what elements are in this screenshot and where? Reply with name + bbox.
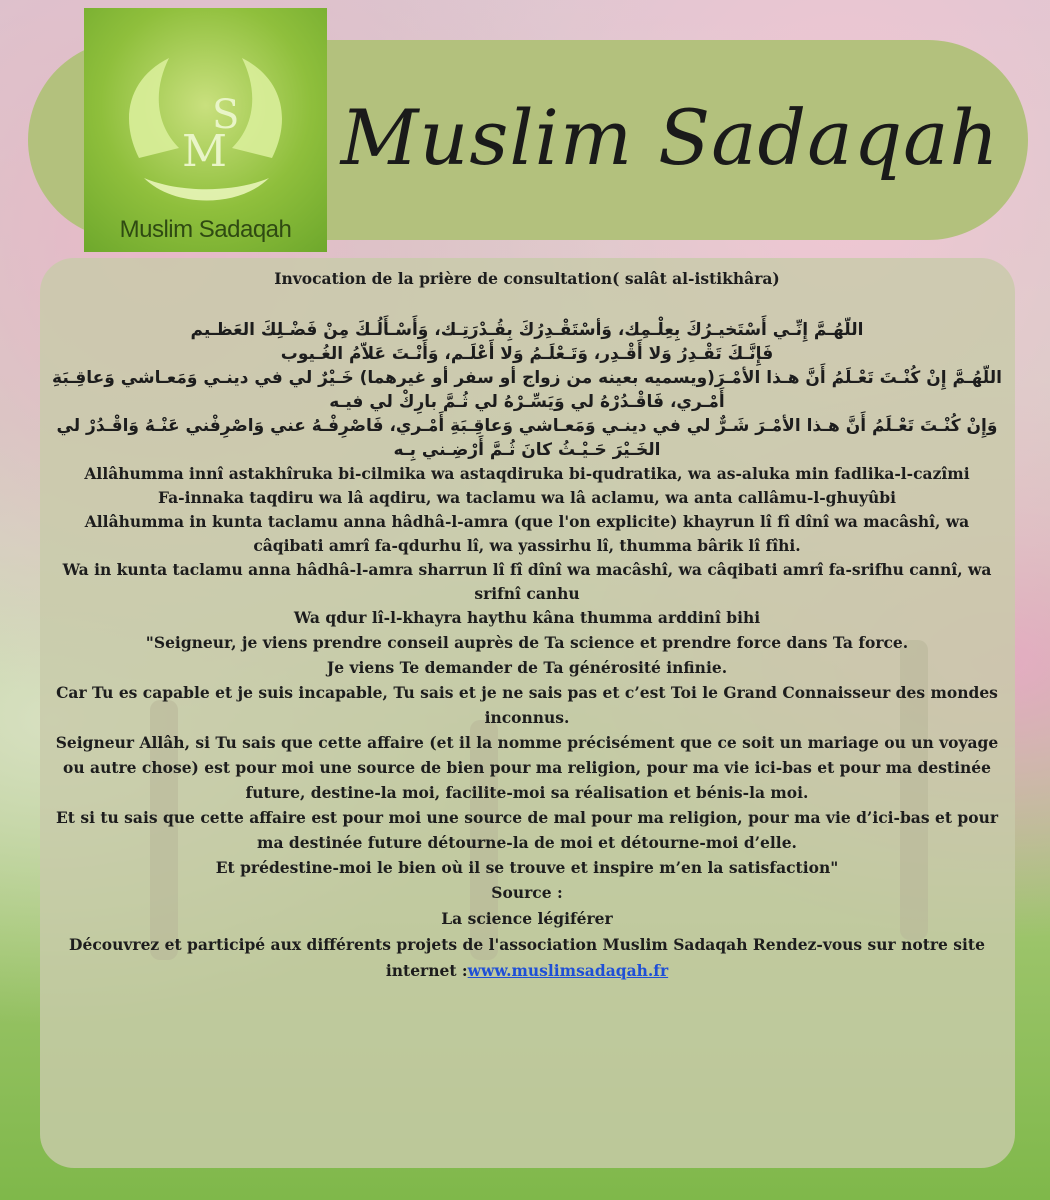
arabic-line: اللّهُـمَّ إِنِّـي أَسْتَخيـرُكَ بِعِلْـمِك، وَأسْتَقْـدِرُكَ بِقُـدْرَتِـك، وَأَسْـأَلُـكَ مِنْ فَضْـلِكَ العَظـيم [190,320,864,340]
translation-text [52,630,1002,880]
content-text [52,268,1002,984]
transliteration-text [52,462,1002,630]
logo-letter-s: S [212,92,240,138]
translation-line: Et si tu sais que cette affaire est pour moi une source de mal pour ma religion, pour ma vie d’ici-bas et pour ma destinée future détourne-la de moi et détourne-moi d’elle. [55,808,999,852]
translation-line: Je viens Te demander de Ta générosité infinie. [326,658,728,677]
source-label: Source : [491,883,563,902]
translation-line: Et prédestine-moi le bien où il se trouve et inspire m’en la satisfaction" [215,858,839,877]
logo-letter-m: M [182,126,228,177]
translation-line: Car Tu es capable et je suis incapable, Tu sais et je ne sais pas et c’est Toi le Grand Connaisseur des mondes inconnus. [56,683,998,727]
page-title: Muslim Sadaqah [340,92,1000,182]
website-link[interactable]: www.muslimsadaqah.fr [467,961,669,980]
transliteration-line: Wa in kunta taclamu anna hâdhâ-l-amra sharrun lî fî dînî wa macâshî, wa câqibati amrî fa-srifhu cannî, wa srifnî canhu [62,560,992,603]
transliteration-line: Wa qdur lî-l-khayra haythu kâna thumma arddinî bihi [293,608,761,627]
brand-logo [84,8,327,252]
translation-line: "Seigneur, je viens prendre conseil auprès de Ta science et prendre force dans Ta force. [145,633,909,652]
invocation-heading: Invocation de la prière de consultation( salât al-istikhâra) [274,269,780,288]
footer-text [52,932,1002,984]
arabic-line: وَإِنْ كُنْـتَ تَعْـلَمُ أَنَّ هـذا الأمْـرَ شَـرٌّ لي في دينـي وَمَعـاشي وَعاقِـبَةِ أَمْـري، فَاصْرِفْـهُ عني وَاصْرِفْني عَنْـهُ وَاقْـدُرْ لي الخَـيْرَ حَـيْـثُ كانَ ثُـمَّ أَرْضِـني بِـه [56,416,998,460]
source-block [52,880,1002,984]
arabic-line: فَإِنَّـكَ تَقْـدِرُ وَلا أَقْـدِر، وَتَـعْلَـمُ وَلا أَعْلَـم، وَأَنْـتَ عَلاّمُ الغُـيوب [280,344,774,364]
source-name: La science légiférer [441,909,613,928]
transliteration-line: Allâhumma in kunta taclamu anna hâdhâ-l-amra (que l'on explicite) khayrun lî fî dînî wa macâshî, wa câqibati amrî fa-qdurhu lî, wa yassirhu lî, thumma bârik lî fîhi. [84,512,970,555]
transliteration-line: Allâhumma innî astakhîruka bi-cilmika wa astaqdiruka bi-qudratika, wa as-aluka min fadlika-l-cazîmi [84,464,970,483]
arabic-text [52,318,1002,462]
logo-caption: Muslim Sadaqah [119,216,292,243]
footer-message: Découvrez et participé aux différents projets de l'association Muslim Sadaqah Rendez-vous sur notre site internet : [69,935,985,980]
translation-line: Seigneur Allâh, si Tu sais que cette affaire (et il la nomme précisément que ce soit un mariage ou un voyage ou autre chose) est pour moi une source de bien pour ma religion, pour ma vie ici-bas et pour ma destinée future, destine-la moi, facilite-moi sa réalisation et bénis-la moi. [55,733,999,802]
arabic-line: اللّهُـمَّ إِنْ كُنْـتَ تَعْـلَمُ أَنَّ هـذا الأمْـرَ(ويسميه بعينه من زواج أو سفر أو غيرهما) خَـيْرٌ لي في دينـي وَمَعـاشي وَعاقِـبَةِ أَمْـري، فَاقْـدُرْهُ لي وَيَسِّـرْهُ لي ثُـمَّ بارِكْ لي فيـه [52,368,1002,412]
transliteration-line: Fa-innaka taqdiru wa lâ aqdiru, wa taclamu wa lâ aclamu, wa anta callâmu-l-ghuyûbi [157,488,897,507]
